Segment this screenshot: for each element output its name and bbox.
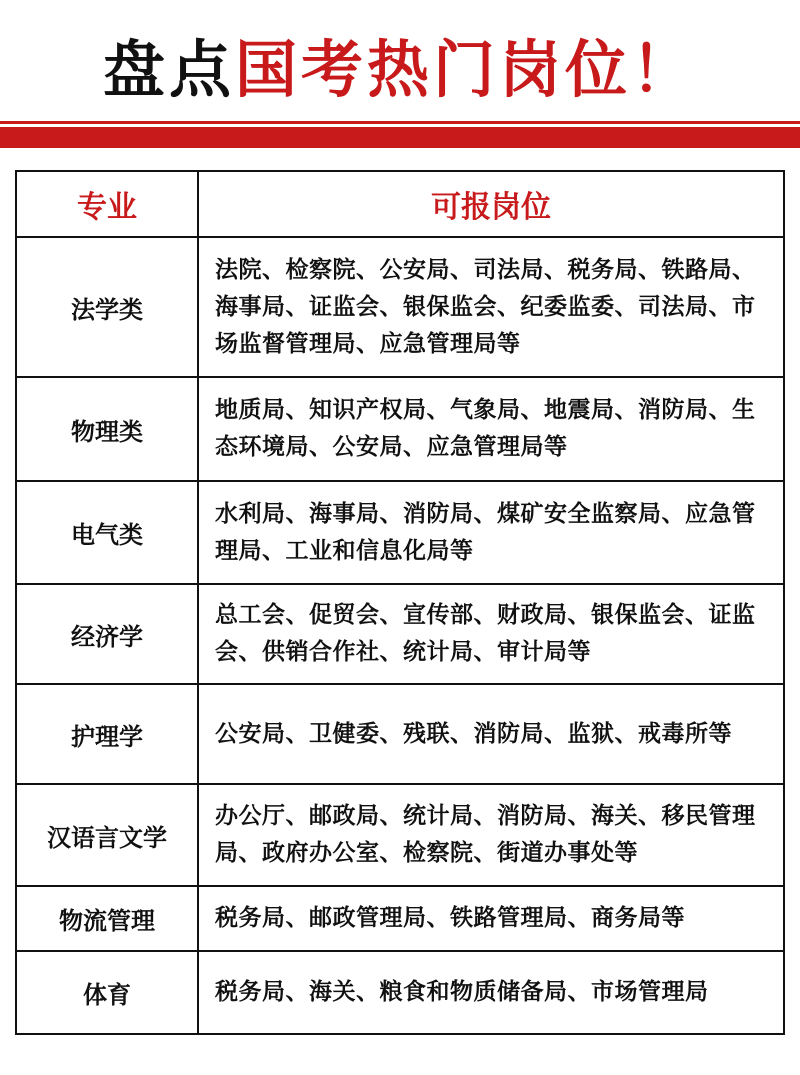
table-header	[16, 171, 784, 237]
posts-cell: 税务局、邮政管理局、铁路管理局、商务局等	[198, 886, 784, 951]
divider-thick	[0, 127, 800, 148]
table-row	[16, 951, 784, 1034]
table-row	[16, 377, 784, 481]
header-major: 专业	[16, 171, 198, 237]
table-row	[16, 481, 784, 584]
major-cell: 物流管理	[16, 886, 198, 951]
major-cell: 电气类	[16, 481, 198, 584]
major-cell: 经济学	[16, 584, 198, 684]
page-title	[0, 30, 800, 110]
header-posts: 可报岗位	[198, 171, 784, 237]
posts-cell: 水利局、海事局、消防局、煤矿安全监察局、应急管理局、工业和信息化局等	[198, 481, 784, 584]
major-cell: 汉语言文学	[16, 784, 198, 886]
table-row	[16, 886, 784, 951]
table-row	[16, 237, 784, 377]
posts-cell: 地质局、知识产权局、气象局、地震局、消防局、生态环境局、公安局、应急管理局等	[198, 377, 784, 481]
divider-thin	[0, 121, 800, 124]
table-row	[16, 784, 784, 886]
title-red: 国考热门岗位！	[235, 33, 698, 106]
majors-table	[15, 170, 785, 1035]
major-cell: 法学类	[16, 237, 198, 377]
posts-cell: 税务局、海关、粮食和物质储备局、市场管理局	[198, 951, 784, 1034]
posts-cell: 总工会、促贸会、宣传部、财政局、银保监会、证监会、供销合作社、统计局、审计局等	[198, 584, 784, 684]
posts-cell: 办公厅、邮政局、统计局、消防局、海关、移民管理局、政府办公室、检察院、街道办事处等	[198, 784, 784, 886]
major-cell: 护理学	[16, 684, 198, 784]
posts-cell: 公安局、卫健委、残联、消防局、监狱、戒毒所等	[198, 684, 784, 784]
major-cell: 物理类	[16, 377, 198, 481]
title-black: 盘点	[102, 33, 235, 106]
table-row	[16, 684, 784, 784]
posts-cell: 法院、检察院、公安局、司法局、税务局、铁路局、海事局、证监会、银保监会、纪委监委、司法局、市场监督管理局、应急管理局等	[198, 237, 784, 377]
table-row	[16, 584, 784, 684]
major-cell: 体育	[16, 951, 198, 1034]
